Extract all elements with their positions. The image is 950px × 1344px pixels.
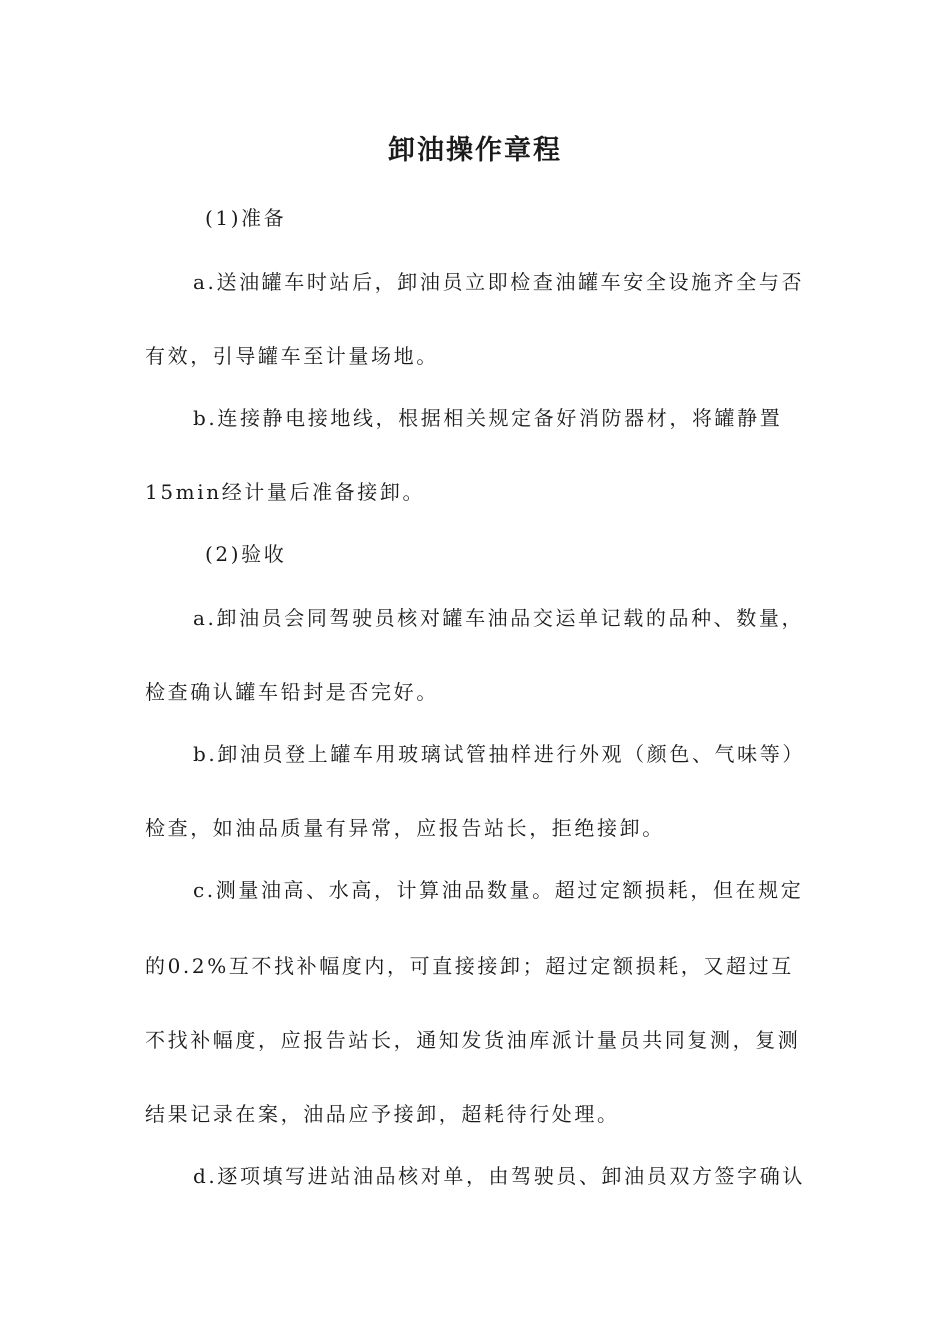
paragraph-line: 检查，如油品质量有异常，应报告站长，拒绝接卸。: [145, 816, 665, 840]
section-heading-prepare: (1)准备: [205, 206, 287, 230]
paragraph-line: b.卸油员登上罐车用玻璃试管抽样进行外观（颜色、气味等）: [193, 742, 805, 766]
paragraph-line: 15min经计量后准备接卸。: [145, 480, 426, 504]
paragraph-line: b.连接静电接地线，根据相关规定备好消防器材，将罐静置: [193, 406, 783, 430]
paragraph-line: c.测量油高、水高，计算油品数量。超过定额损耗，但在规定: [193, 878, 804, 902]
paragraph-line: 结果记录在案，油品应予接卸，超耗待行处理。: [145, 1102, 620, 1126]
page-title: 卸油操作章程: [388, 135, 562, 166]
paragraph-line: 有效，引导罐车至计量场地。: [145, 344, 439, 368]
paragraph-line: 不找补幅度，应报告站长，通知发货油库派计量员共同复测，复测: [145, 1028, 801, 1052]
paragraph-line: d.逐项填写进站油品核对单，由驾驶员、卸油员双方签字确认: [193, 1164, 805, 1188]
paragraph-line: 的0.2%互不找补幅度内，可直接接卸；超过定额损耗，又超过互: [145, 954, 794, 978]
paragraph-line: 检查确认罐车铅封是否完好。: [145, 680, 439, 704]
paragraph-line: a.卸油员会同驾驶员核对罐车油品交运单记载的品种、数量，: [193, 606, 805, 630]
paragraph-line: a.送油罐车时站后，卸油员立即检查油罐车安全设施齐全与否: [193, 270, 805, 294]
section-heading-inspection: (2)验收: [205, 542, 287, 566]
